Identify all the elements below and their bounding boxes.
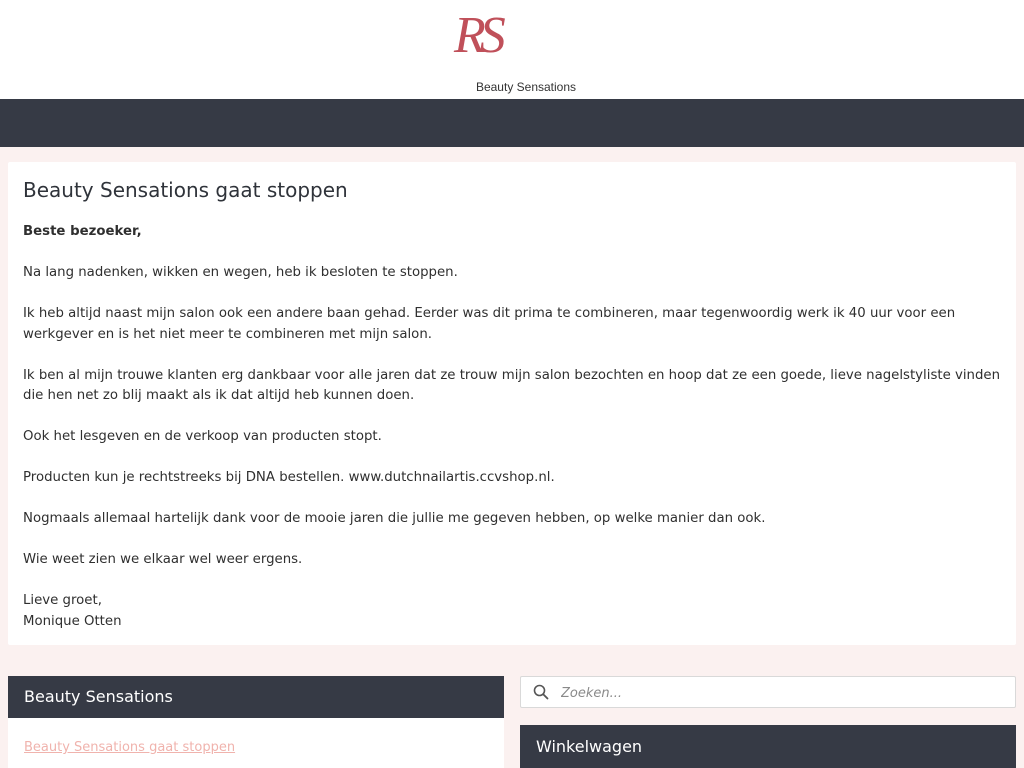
sidebar-panel-left [8,676,504,768]
site-header [0,0,1024,99]
article-paragraph: Ook het lesgeven en de verkoop van producten stopt. [23,429,382,444]
article-body [23,222,1003,632]
article-paragraph: Nogmaals allemaal hartelijk dank voor de mooie jaren die jullie me gegeven hebben, op welke manier dan ook. [23,511,766,526]
cart-panel-title: Winkelwagen [520,725,1016,768]
logo-monogram-icon [436,0,586,80]
article-paragraph: Ik heb altijd naast mijn salon ook een andere baan gehad. Eerder was dit prima te combineren, maar tegenwoordig werk ik 40 uur voor een werkgever en is het niet meer te combineren met mijn salon. [23,306,956,342]
article-paragraph: Ik ben al mijn trouwe klanten erg dankbaar voor alle jaren dat ze trouw mijn salon bezochten en hoop dat ze een goede, lieve nagelstyliste vinden die hen net zo blij maakt als ik dat altijd heb kunnen doen. [23,367,1001,403]
article-closing: Lieve groet, [23,593,102,608]
main-navbar [0,99,1024,147]
sidebar-link-article[interactable]: Beauty Sensations gaat stoppen [24,740,236,755]
article-signature: Monique Otten [23,613,122,629]
article-card [8,162,1016,645]
article-paragraph: Na lang nadenken, wikken en wegen, heb ik besloten te stoppen. [23,265,458,280]
logo-monogram: RS [454,7,500,64]
article-paragraph: Wie weet zien we elkaar wel weer ergens. [23,552,303,567]
article-title: Beauty Sensations gaat stoppen [23,178,348,202]
sidebar-panel-title: Beauty Sensations [8,676,504,718]
article-paragraph: Producten kun je rechtstreeks bij DNA bestellen. www.dutchnailartis.ccvshop.nl. [23,470,555,485]
search-box[interactable] [520,676,1016,708]
search-icon [533,684,549,700]
logo-text: Beauty Sensations [475,80,577,94]
article-greeting: Beste bezoeker, [23,224,142,239]
cart-panel [520,725,1016,768]
search-input[interactable] [559,677,1003,709]
